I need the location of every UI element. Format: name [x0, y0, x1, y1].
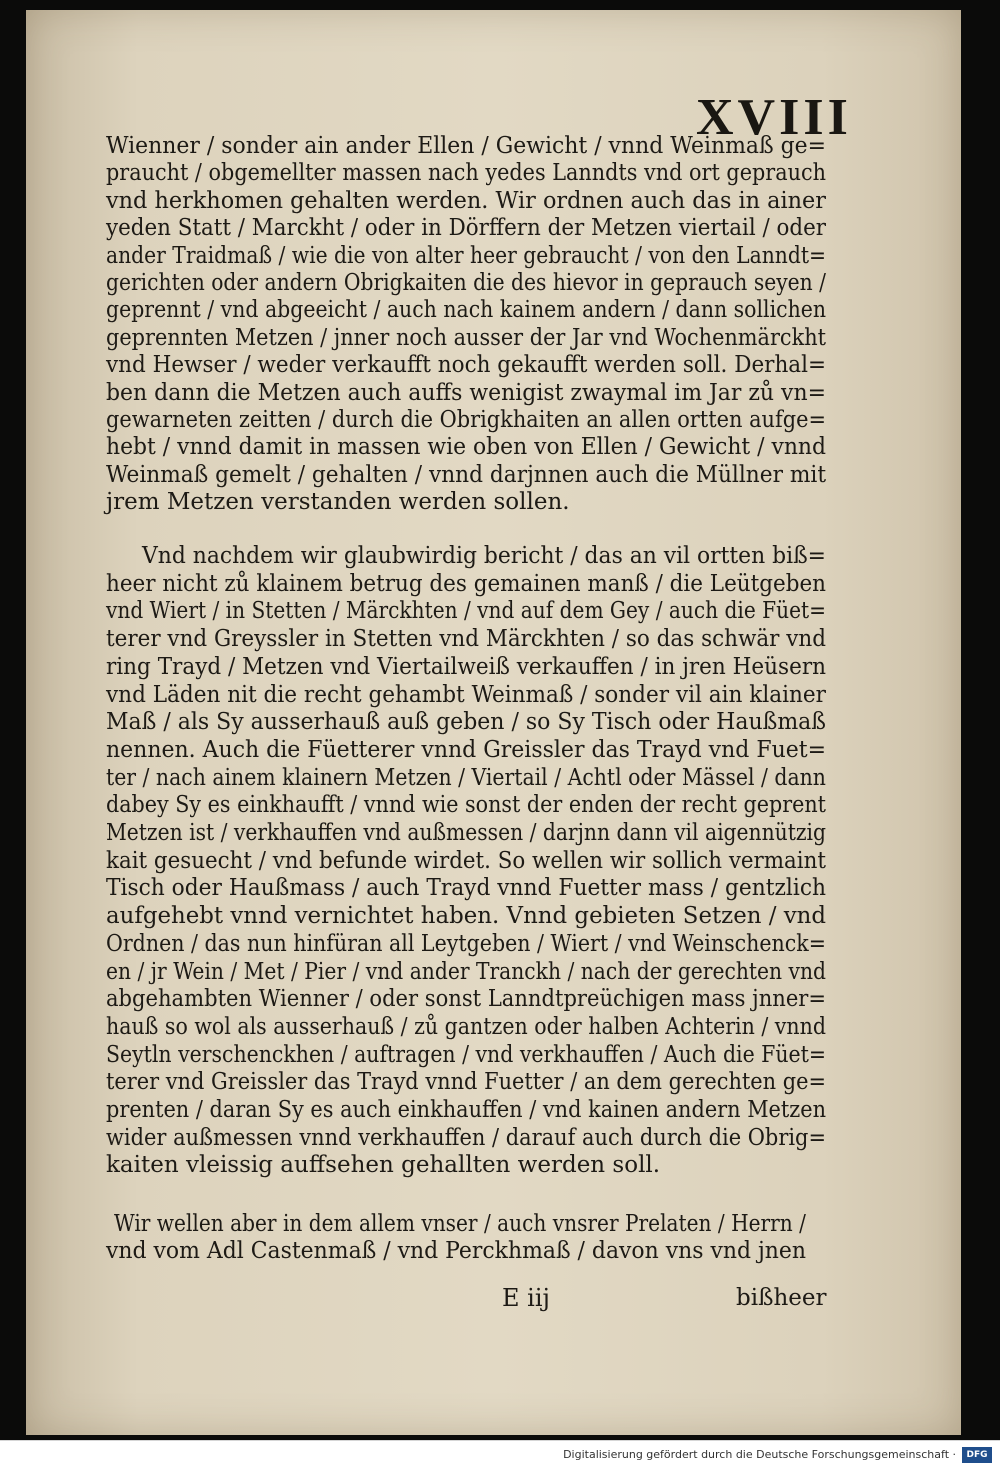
- text-line: jrem Metzen verstanden werden sollen.: [106, 489, 570, 515]
- text-line: prenten / daran Sy es auch einkhauffen / vnd kainen andern Metzen: [106, 1097, 827, 1123]
- dfg-logo-icon: DFG: [962, 1447, 992, 1463]
- text-line: Wir wellen aber in dem allem vnser / auch vnsrer Prelaten / Herrn /: [114, 1211, 806, 1237]
- text-line: gerichten oder andern Obrigkaiten die des hievor in geprauch seyen /: [106, 270, 827, 296]
- signature-mark: E iij: [502, 1284, 550, 1312]
- text-line: geprennten Metzen / jnner noch ausser der Jar vnd Wochenmärckht: [106, 325, 826, 351]
- text-line: heer nicht zů klainem betrug des gemainen manß / die Leütgeben: [106, 571, 826, 597]
- text-line: vnd Hewser / weder verkaufft noch gekaufft werden soll. Derhal=: [106, 352, 827, 378]
- text-line: Seytln verschenckhen / auftragen / vnd verkhauffen / Auch die Füet=: [106, 1042, 827, 1068]
- text-line: en / jr Wein / Met / Pier / vnd ander Tranckh / nach der gerechten vnd: [106, 959, 827, 985]
- funding-credit: Digitalisierung gefördert durch die Deutsche Forschungsgemeinschaft ·: [563, 1448, 956, 1461]
- text-line: ander Traidmaß / wie die von alter heer gebraucht / von den Lanndt=: [106, 243, 826, 269]
- catchword: bißheer: [736, 1285, 827, 1311]
- book-page: [26, 10, 961, 1435]
- text-line: vnd Läden nit die recht gehambt Weinmaß / sonder vil ain klainer: [106, 682, 826, 708]
- text-line: vnd vom Adl Castenmaß / vnd Perckhmaß / davon vns vnd jnen: [106, 1238, 807, 1264]
- text-line: Weinmaß gemelt / gehalten / vnnd darjnnen auch die Müllner mit: [106, 462, 827, 488]
- text-line: hauß so wol als ausserhauß / zů gantzen oder halben Achterin / vnnd: [106, 1014, 826, 1040]
- text-line: Tisch oder Haußmass / auch Trayd vnnd Fuetter mass / gentzlich: [106, 875, 827, 901]
- text-line: vnd herkhomen gehalten werden. Wir ordnen auch das in ainer: [106, 188, 826, 214]
- text-line: terer vnd Greyssler in Stetten vnd Märckhten / so das schwär vnd: [106, 626, 826, 652]
- text-line: Ordnen / das nun hinfüran all Leytgeben / Wiert / vnd Weinschenck=: [106, 931, 826, 957]
- text-line: kaiten vleissig auffsehen gehallten werden soll.: [106, 1152, 661, 1178]
- text-line: terer vnd Greissler das Trayd vnnd Fuetter / an dem gerechten ge=: [106, 1069, 827, 1095]
- page-number: XVIII: [696, 89, 852, 146]
- text-line: aufgehebt vnnd vernichtet haben. Vnnd gebieten Setzen / vnd: [106, 903, 827, 929]
- text-line: gewarneten zeitten / durch die Obrigkhaiten an allen ortten aufge=: [106, 407, 827, 433]
- text-line: ben dann die Metzen auch auffs wenigist zwaymal im Jar zů vn=: [106, 380, 827, 406]
- text-line: Metzen ist / verkhauffen vnd außmessen / darjnn dann vil aigennützig: [106, 820, 827, 846]
- text-line: Wienner / sonder ain ander Ellen / Gewicht / vnnd Weinmaß ge=: [106, 133, 827, 159]
- text-line: kait gesuecht / vnd befunde wirdet. So wellen wir sollich vermaint: [106, 848, 826, 874]
- text-line: praucht / obgemellter massen nach yedes Lanndts vnd ort geprauch: [106, 160, 826, 186]
- text-line: hebt / vnnd damit in massen wie oben von Ellen / Gewicht / vnnd: [106, 434, 827, 460]
- footer-bar: [0, 1440, 1000, 1470]
- text-line: geprennt / vnd abgeeicht / auch nach kainem andern / dann sollichen: [106, 297, 827, 323]
- text-line: ring Trayd / Metzen vnd Viertailweiß verkauffen / in jren Heüsern: [106, 654, 827, 680]
- text-line: yeden Statt / Marckht / oder in Dörffern der Metzen viertail / oder: [106, 215, 827, 241]
- text-line: dabey Sy es einkhaufft / vnnd wie sonst der enden der recht geprent: [106, 792, 826, 818]
- text-line: nennen. Auch die Füetterer vnnd Greissler das Trayd vnd Fuet=: [106, 737, 827, 763]
- text-line: Maß / als Sy ausserhauß auß geben / so Sy Tisch oder Haußmaß: [106, 709, 826, 735]
- text-line: wider außmessen vnnd verkhauffen / darauf auch durch die Obrig=: [106, 1125, 827, 1151]
- text-line: ter / nach ainem klainern Metzen / Viertail / Achtl oder Mässel / dann: [106, 765, 826, 791]
- text-line: vnd Wiert / in Stetten / Märckhten / vnd auf dem Gey / auch die Füet=: [106, 598, 826, 624]
- text-line: abgehambten Wienner / oder sonst Lanndtpreüchigen mass jnner=: [106, 986, 827, 1012]
- text-line: Vnd nachdem wir glaubwirdig bericht / das an vil ortten biß=: [142, 543, 826, 569]
